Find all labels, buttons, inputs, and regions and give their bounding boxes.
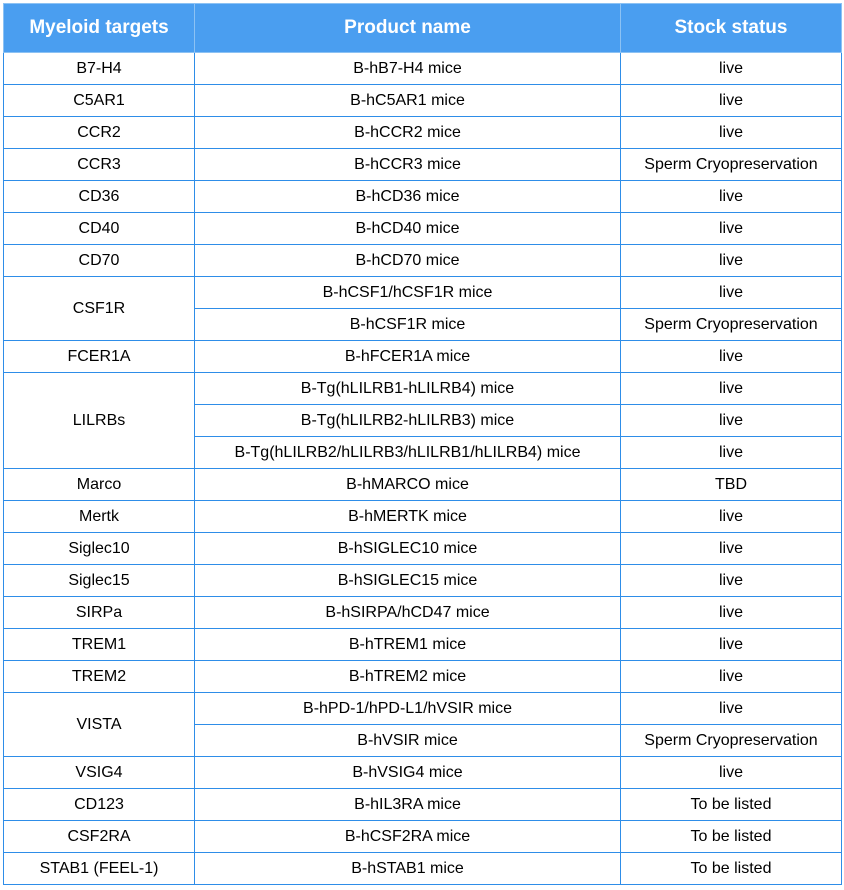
stock-status-cell: live bbox=[621, 245, 842, 277]
product-name-cell: B-hSTAB1 mice bbox=[195, 853, 621, 885]
product-name-cell: B-hMARCO mice bbox=[195, 469, 621, 501]
header-row bbox=[4, 4, 842, 53]
target-cell: CD36 bbox=[4, 181, 195, 213]
target-cell: CD70 bbox=[4, 245, 195, 277]
target-cell: FCER1A bbox=[4, 341, 195, 373]
stock-status-cell: live bbox=[621, 373, 842, 405]
table-row bbox=[4, 373, 842, 405]
product-name-cell: B-hCCR2 mice bbox=[195, 117, 621, 149]
stock-status-cell: live bbox=[621, 533, 842, 565]
stock-status-cell: live bbox=[621, 181, 842, 213]
table-row bbox=[4, 661, 842, 693]
product-name-cell: B-hVSIG4 mice bbox=[195, 757, 621, 789]
product-name-cell: B-hCD40 mice bbox=[195, 213, 621, 245]
target-cell: VISTA bbox=[4, 693, 195, 757]
product-name-cell: B-Tg(hLILRB1-hLILRB4) mice bbox=[195, 373, 621, 405]
product-name-cell: B-hCSF2RA mice bbox=[195, 821, 621, 853]
stock-status-cell: Sperm Cryopreservation bbox=[621, 725, 842, 757]
stock-status-cell: live bbox=[621, 757, 842, 789]
table-row bbox=[4, 149, 842, 181]
stock-status-cell: To be listed bbox=[621, 821, 842, 853]
product-name-cell: B-Tg(hLILRB2-hLILRB3) mice bbox=[195, 405, 621, 437]
stock-status-cell: live bbox=[621, 341, 842, 373]
target-cell: Siglec15 bbox=[4, 565, 195, 597]
stock-status-cell: live bbox=[621, 661, 842, 693]
stock-status-cell: live bbox=[621, 405, 842, 437]
table-row bbox=[4, 341, 842, 373]
product-name-cell: B-hCSF1/hCSF1R mice bbox=[195, 277, 621, 309]
stock-status-cell: live bbox=[621, 565, 842, 597]
table-row bbox=[4, 533, 842, 565]
product-name-cell: B-hVSIR mice bbox=[195, 725, 621, 757]
table-row bbox=[4, 853, 842, 885]
table-row bbox=[4, 245, 842, 277]
stock-status-cell: live bbox=[621, 85, 842, 117]
table-row bbox=[4, 597, 842, 629]
target-cell: LILRBs bbox=[4, 373, 195, 469]
table-row bbox=[4, 693, 842, 725]
stock-status-cell: live bbox=[621, 117, 842, 149]
product-name-cell: B-hSIGLEC15 mice bbox=[195, 565, 621, 597]
stock-status-cell: live bbox=[621, 213, 842, 245]
target-cell: TREM2 bbox=[4, 661, 195, 693]
target-cell: CCR2 bbox=[4, 117, 195, 149]
target-cell: TREM1 bbox=[4, 629, 195, 661]
table-row bbox=[4, 277, 842, 309]
product-name-cell: B-hC5AR1 mice bbox=[195, 85, 621, 117]
header-product-name: Product name bbox=[195, 4, 621, 53]
product-name-cell: B-Tg(hLILRB2/hLILRB3/hLILRB1/hLILRB4) mice bbox=[195, 437, 621, 469]
product-name-cell: B-hCSF1R mice bbox=[195, 309, 621, 341]
myeloid-targets-table bbox=[3, 3, 842, 885]
stock-status-cell: live bbox=[621, 53, 842, 85]
target-cell: CD123 bbox=[4, 789, 195, 821]
product-name-cell: B-hCD36 mice bbox=[195, 181, 621, 213]
product-name-cell: B-hCCR3 mice bbox=[195, 149, 621, 181]
product-name-cell: B-hFCER1A mice bbox=[195, 341, 621, 373]
stock-status-cell: To be listed bbox=[621, 853, 842, 885]
target-cell: B7-H4 bbox=[4, 53, 195, 85]
stock-status-cell: live bbox=[621, 437, 842, 469]
product-name-cell: B-hTREM2 mice bbox=[195, 661, 621, 693]
product-name-cell: B-hIL3RA mice bbox=[195, 789, 621, 821]
table-row bbox=[4, 757, 842, 789]
target-cell: Marco bbox=[4, 469, 195, 501]
product-name-cell: B-hTREM1 mice bbox=[195, 629, 621, 661]
header-myeloid-targets: Myeloid targets bbox=[4, 4, 195, 53]
table-row bbox=[4, 469, 842, 501]
stock-status-cell: live bbox=[621, 501, 842, 533]
target-cell: C5AR1 bbox=[4, 85, 195, 117]
target-cell: CSF1R bbox=[4, 277, 195, 341]
stock-status-cell: Sperm Cryopreservation bbox=[621, 309, 842, 341]
table-row bbox=[4, 565, 842, 597]
target-cell: CCR3 bbox=[4, 149, 195, 181]
target-cell: CSF2RA bbox=[4, 821, 195, 853]
table-row bbox=[4, 181, 842, 213]
product-name-cell: B-hB7-H4 mice bbox=[195, 53, 621, 85]
target-cell: Mertk bbox=[4, 501, 195, 533]
product-name-cell: B-hMERTK mice bbox=[195, 501, 621, 533]
product-name-cell: B-hSIGLEC10 mice bbox=[195, 533, 621, 565]
table-row bbox=[4, 213, 842, 245]
table-row bbox=[4, 629, 842, 661]
stock-status-cell: live bbox=[621, 693, 842, 725]
stock-status-cell: live bbox=[621, 629, 842, 661]
table-row bbox=[4, 789, 842, 821]
target-cell: VSIG4 bbox=[4, 757, 195, 789]
table-body bbox=[4, 53, 842, 885]
table-row bbox=[4, 117, 842, 149]
stock-status-cell: To be listed bbox=[621, 789, 842, 821]
product-name-cell: B-hSIRPA/hCD47 mice bbox=[195, 597, 621, 629]
stock-status-cell: TBD bbox=[621, 469, 842, 501]
target-cell: SIRPa bbox=[4, 597, 195, 629]
stock-status-cell: Sperm Cryopreservation bbox=[621, 149, 842, 181]
target-cell: STAB1 (FEEL-1) bbox=[4, 853, 195, 885]
target-cell: CD40 bbox=[4, 213, 195, 245]
target-cell: Siglec10 bbox=[4, 533, 195, 565]
table-row bbox=[4, 821, 842, 853]
table-row bbox=[4, 501, 842, 533]
table-row bbox=[4, 85, 842, 117]
stock-status-cell: live bbox=[621, 277, 842, 309]
product-name-cell: B-hPD-1/hPD-L1/hVSIR mice bbox=[195, 693, 621, 725]
stock-status-cell: live bbox=[621, 597, 842, 629]
product-name-cell: B-hCD70 mice bbox=[195, 245, 621, 277]
header-stock-status: Stock status bbox=[621, 4, 842, 53]
table-row bbox=[4, 53, 842, 85]
